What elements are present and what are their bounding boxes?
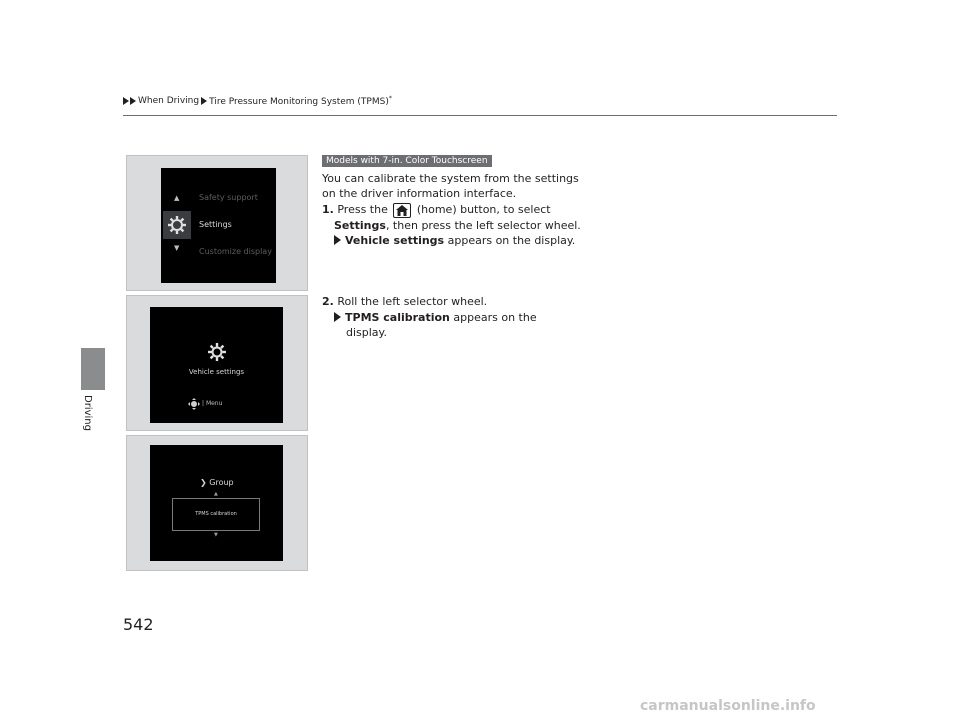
step-1-text-b: (home) button, to select xyxy=(416,203,551,216)
step-1-text-c: , then press the left selector wheel. xyxy=(385,219,581,232)
up-caret-icon: ▲ xyxy=(214,491,218,497)
breadcrumb-item-tpms[interactable] xyxy=(209,95,392,107)
result-arrow-icon xyxy=(334,235,341,245)
settings-term: Settings xyxy=(334,219,386,232)
group-heading: ❯ Group xyxy=(200,478,234,487)
selector-wheel-icon xyxy=(188,398,200,410)
step-1-text-a: Press the xyxy=(337,203,388,216)
step-2-result xyxy=(334,310,537,325)
tpms-calibration-item xyxy=(172,498,260,531)
display-screen xyxy=(150,445,283,561)
figure-settings-menu xyxy=(126,155,308,291)
step-2-line-1 xyxy=(322,294,487,309)
menu-item-settings: Settings xyxy=(199,220,232,229)
chapter-tab-label xyxy=(76,395,110,435)
breadcrumb xyxy=(123,95,394,107)
gear-icon xyxy=(205,340,229,364)
screen-title: Vehicle settings xyxy=(188,368,245,376)
tpms-calibration-label: TPMS calibration xyxy=(195,511,237,517)
down-caret-icon: ▼ xyxy=(214,532,218,538)
menu-item-safety-support: Safety support xyxy=(199,193,258,202)
menu-item-customize-display: Customize display xyxy=(199,247,272,256)
step-1-number: 1. xyxy=(322,203,334,216)
breadcrumb-item-tpms-label: Tire Pressure Monitoring System (TPMS) xyxy=(209,97,389,107)
display-screen xyxy=(161,168,276,283)
watermark: carmanualsonline.info xyxy=(640,698,816,714)
step-1-result-text: appears on the display. xyxy=(447,234,576,247)
step-2-text: Roll the left selector wheel. xyxy=(337,295,488,308)
step-2-result-line-2: display. xyxy=(346,326,387,339)
home-button-icon xyxy=(393,203,411,218)
menu-hint-label: Menu xyxy=(205,400,223,407)
chapter-tab-text: Driving xyxy=(82,395,93,431)
down-arrow-icon: ▼ xyxy=(174,244,180,252)
display-screen xyxy=(150,307,283,423)
up-arrow-icon: ▲ xyxy=(174,194,180,202)
menu-hint: | Menu xyxy=(202,400,223,407)
step-1-result xyxy=(334,233,575,248)
group-heading-label: Group xyxy=(209,478,234,487)
home-icon xyxy=(396,205,408,216)
footnote-mark: * xyxy=(388,95,392,102)
vehicle-settings-term: Vehicle settings xyxy=(345,234,445,247)
breadcrumb-item-when-driving[interactable]: When Driving xyxy=(138,96,200,106)
header-divider xyxy=(123,115,837,116)
selection-highlight xyxy=(163,211,191,239)
breadcrumb-arrow-icon xyxy=(123,97,129,105)
figure-tpms-calibration xyxy=(126,435,308,571)
chapter-tab xyxy=(81,348,105,390)
intro-line-1: You can calibrate the system from the settings xyxy=(322,172,579,185)
step-1-line-1 xyxy=(322,202,551,218)
breadcrumb-arrow-icon xyxy=(201,97,207,105)
tpms-calibration-term: TPMS calibration xyxy=(345,311,450,324)
figure-vehicle-settings xyxy=(126,295,308,431)
gear-icon xyxy=(163,211,191,239)
step-1-line-2 xyxy=(334,218,581,233)
page-number: 542 xyxy=(123,615,154,634)
step-2-number: 2. xyxy=(322,295,334,308)
breadcrumb-arrow-icon xyxy=(130,97,136,105)
result-arrow-icon xyxy=(334,312,341,322)
model-badge: Models with 7-in. Color Touchscreen xyxy=(322,155,492,167)
step-2-result-text: appears on the xyxy=(453,311,537,324)
intro-line-2: on the driver information interface. xyxy=(322,187,517,200)
